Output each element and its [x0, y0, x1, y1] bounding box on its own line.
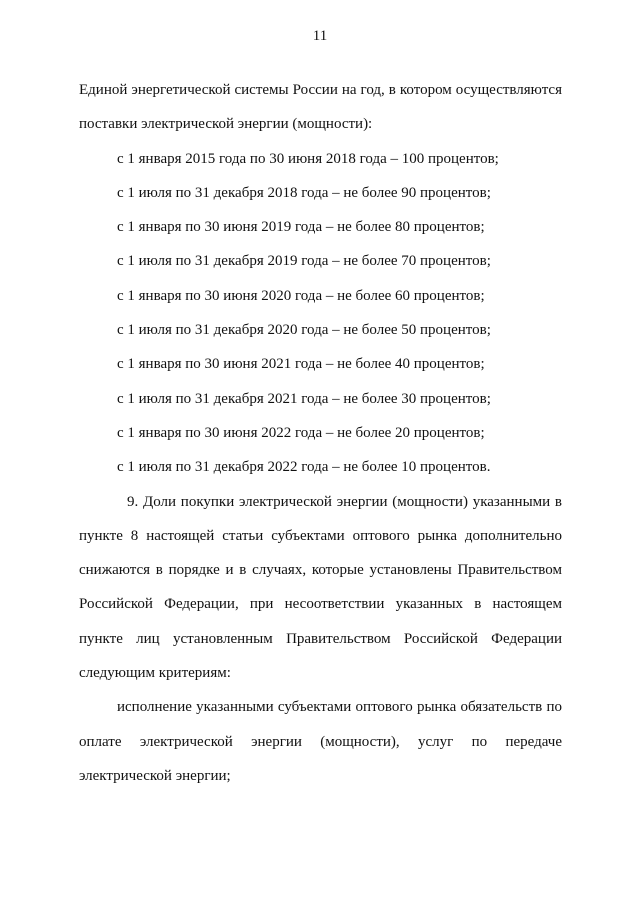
criterion-1-line: оплате электрической энергии (мощности), услуг по передаче	[79, 733, 562, 750]
paragraph-9-line: пункте лиц установленным Правительством Российской Федерации	[79, 630, 562, 647]
criterion-1-line: исполнение указанными субъектами оптового рынка обязательств по	[117, 699, 562, 716]
document-body	[79, 73, 562, 793]
schedule-item: с 1 января по 30 июня 2021 года – не более 40 процентов;	[117, 356, 485, 373]
criterion-1	[79, 690, 562, 793]
schedule-item: с 1 июля по 31 декабря 2019 года – не более 70 процентов;	[117, 253, 491, 270]
intro-line-1: Единой энергетической системы России на год, в котором осуществляются	[79, 82, 562, 98]
paragraph-9-line: следующим критериям:	[79, 665, 231, 682]
criterion-1-line: электрической энергии;	[79, 767, 231, 784]
schedule-item: с 1 января по 30 июня 2020 года – не более 60 процентов;	[117, 287, 485, 304]
paragraph-9-line: пункте 8 настоящей статьи субъектами оптового рынка дополнительно	[79, 527, 562, 544]
paragraph-9-line: Российской Федерации, при несоответствии указанных в настоящем	[79, 596, 562, 613]
schedule-item: с 1 января 2015 года по 30 июня 2018 года – 100 процентов;	[117, 150, 499, 167]
schedule-item: с 1 июля по 31 декабря 2018 года – не более 90 процентов;	[117, 184, 491, 201]
schedule-list	[79, 142, 562, 485]
intro-line-2: поставки электрической энергии (мощности):	[79, 116, 373, 133]
paragraph-9	[79, 485, 562, 691]
page-number: 11	[312, 28, 328, 44]
schedule-item: с 1 июля по 31 декабря 2021 года – не более 30 процентов;	[117, 390, 491, 407]
schedule-item: с 1 июля по 31 декабря 2022 года – не более 10 процентов.	[117, 459, 491, 476]
schedule-item: с 1 июля по 31 декабря 2020 года – не более 50 процентов;	[117, 322, 491, 339]
schedule-item: с 1 января по 30 июня 2022 года – не более 20 процентов;	[117, 424, 485, 441]
paragraph-9-line: снижаются в порядке и в случаях, которые установлены Правительством	[79, 562, 562, 579]
paragraph-9-line: 9. Доли покупки электрической энергии (мощности) указанными в	[127, 493, 562, 510]
schedule-item: с 1 января по 30 июня 2019 года – не более 80 процентов;	[117, 219, 485, 236]
